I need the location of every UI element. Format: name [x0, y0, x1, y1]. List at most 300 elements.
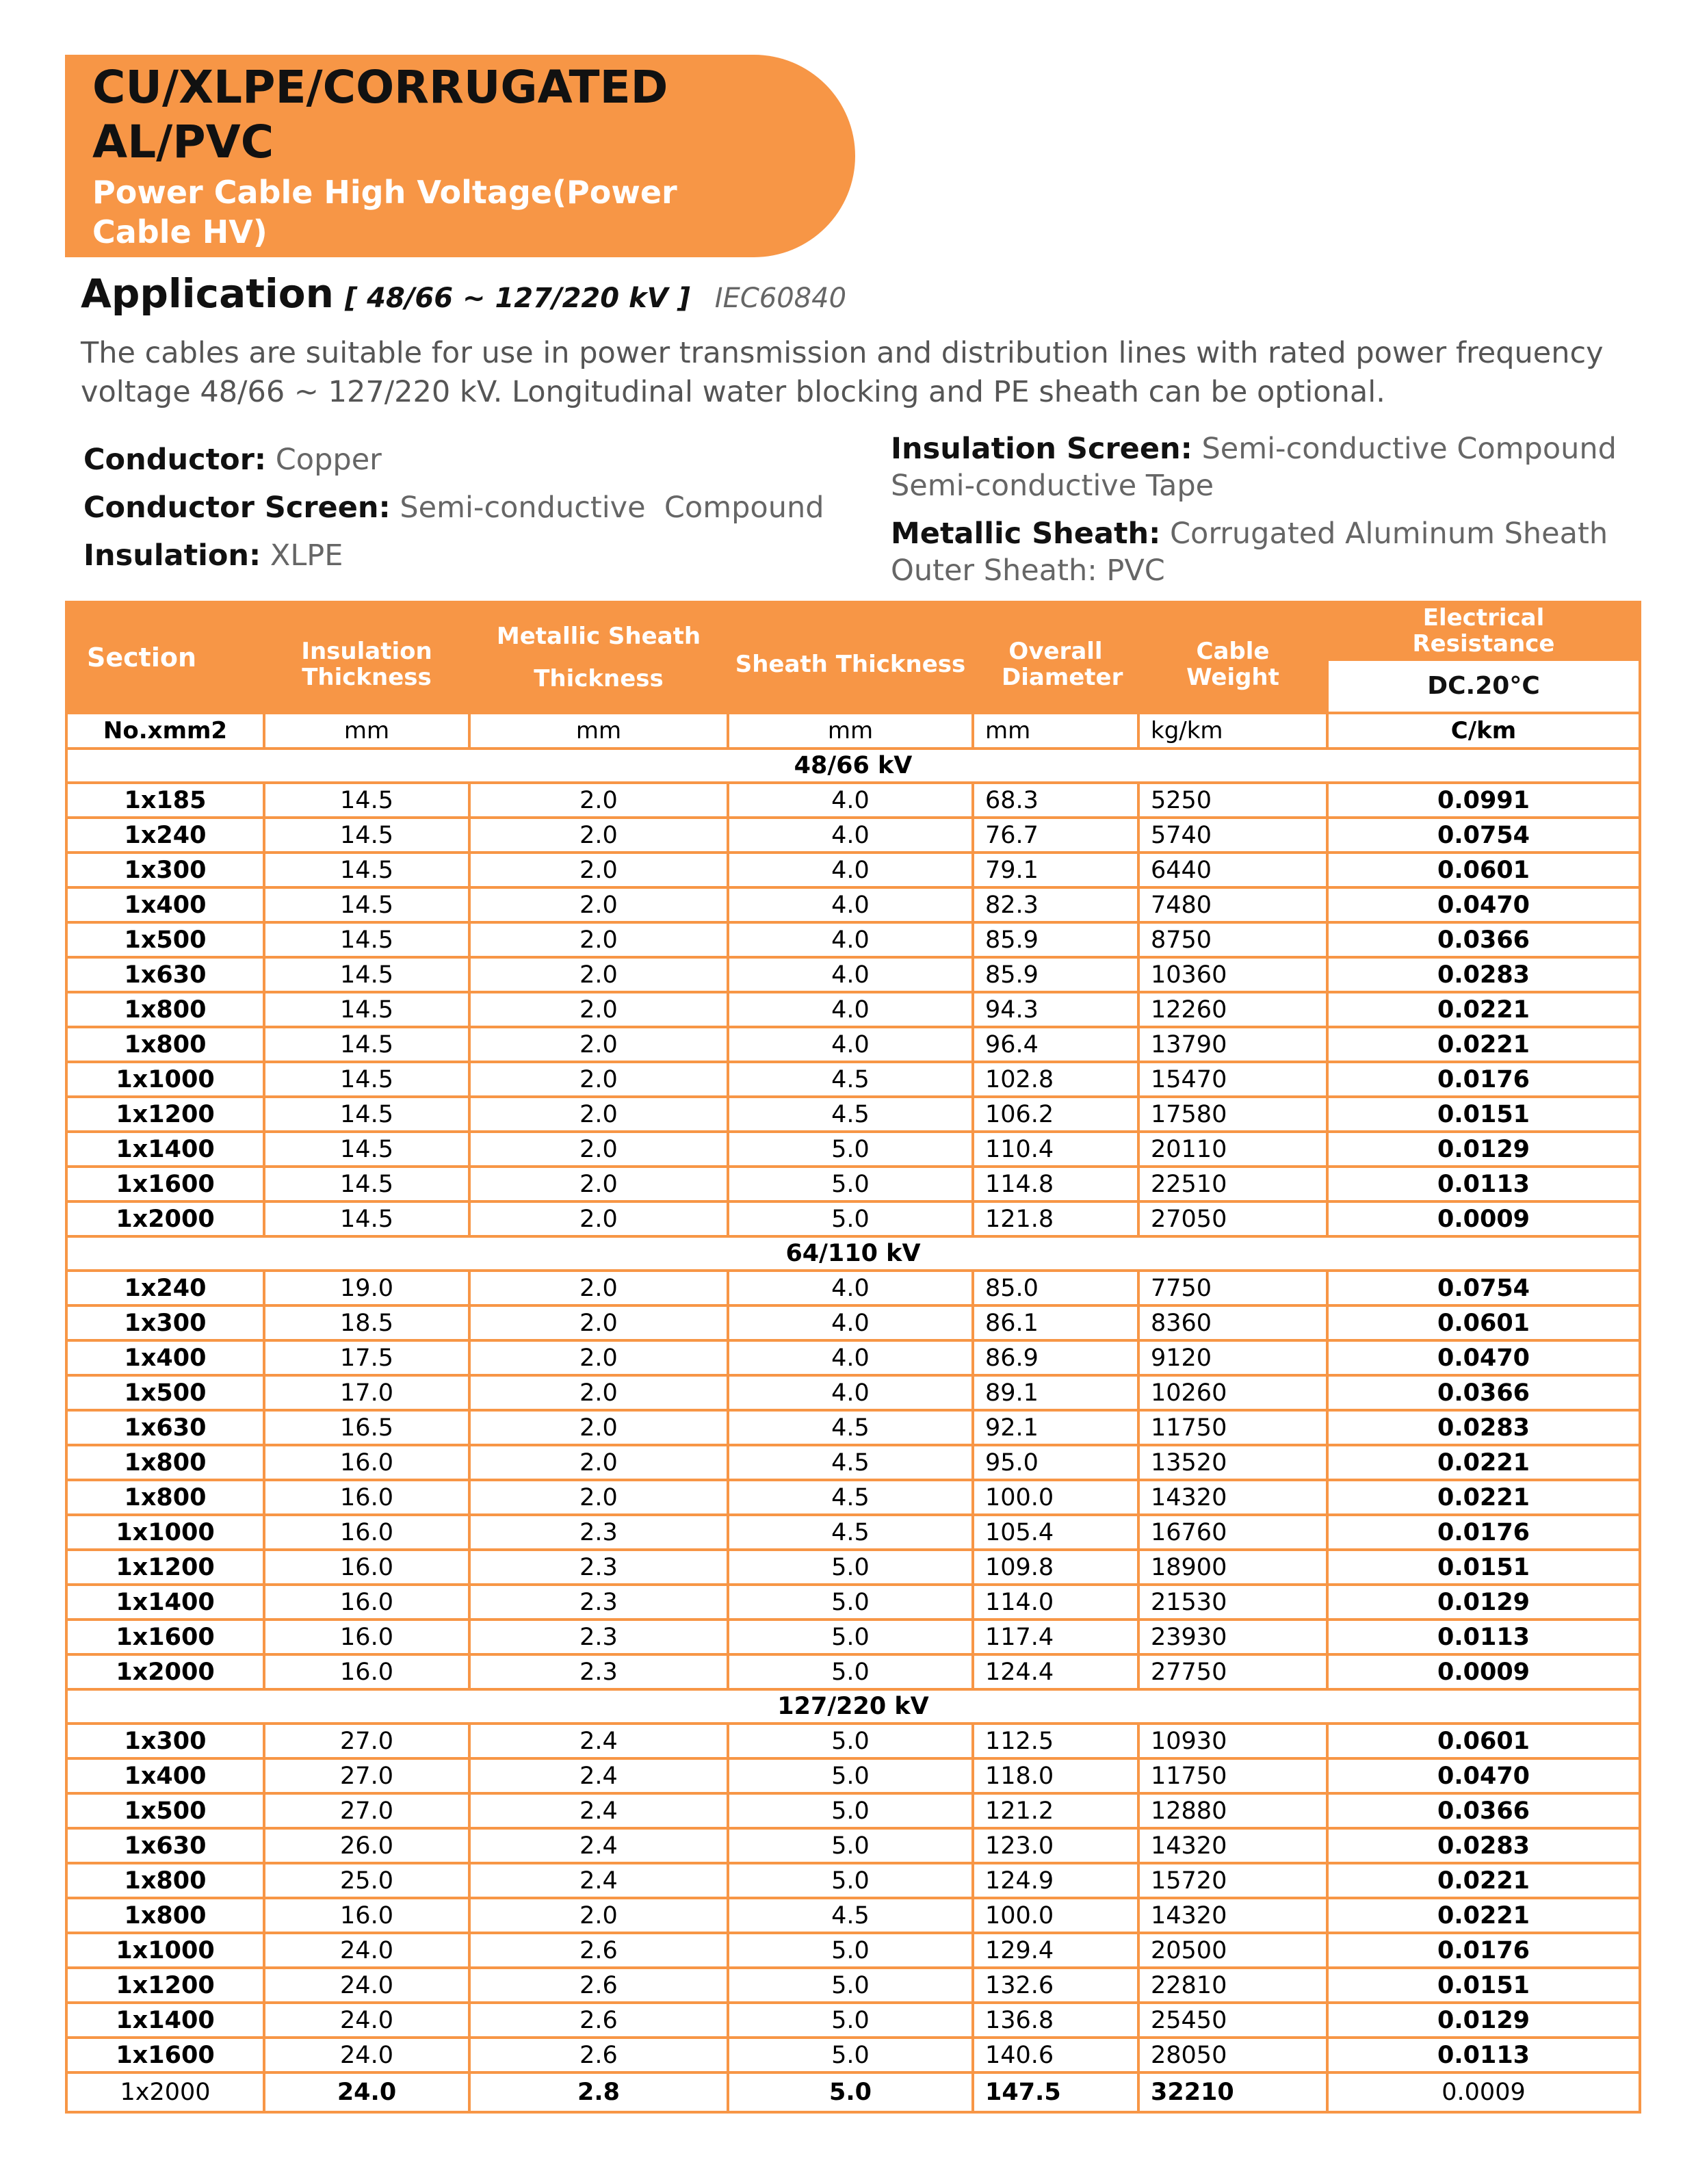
cell-section: 1x500	[66, 1793, 264, 1828]
cell-insulation-thickness: 16.0	[264, 1898, 469, 1933]
cell-section: 1x400	[66, 1340, 264, 1375]
voltage-group-row	[66, 1236, 1640, 1271]
cell-overall-diameter: 100.0	[973, 1898, 1138, 1933]
cell-section: 1x800	[66, 1898, 264, 1933]
cell-resistance: 0.0283	[1327, 1410, 1640, 1445]
cell-section: 1x1200	[66, 1550, 264, 1585]
cell-cable-weight: 16760	[1138, 1515, 1327, 1550]
cell-insulation-thickness: 14.5	[264, 992, 469, 1027]
cell-insulation-thickness: 16.0	[264, 1550, 469, 1585]
table-row	[66, 1097, 1640, 1132]
cell-metallic-sheath-thickness: 2.4	[469, 1758, 728, 1793]
cell-cable-weight: 8360	[1138, 1305, 1327, 1340]
cell-insulation-thickness: 24.0	[264, 2038, 469, 2072]
cell-section: 1x1000	[66, 1515, 264, 1550]
spec-table-wrapper	[65, 601, 1639, 2114]
cell-sheath-thickness: 5.0	[728, 1828, 973, 1863]
table-row	[66, 1933, 1640, 1968]
cell-insulation-thickness: 16.0	[264, 1480, 469, 1515]
cell-insulation-thickness: 25.0	[264, 1863, 469, 1898]
cell-section: 1x500	[66, 1375, 264, 1410]
cell-overall-diameter: 82.3	[973, 887, 1138, 922]
cell-resistance: 0.0129	[1327, 2003, 1640, 2038]
cell-insulation-thickness: 14.5	[264, 1062, 469, 1097]
cell-overall-diameter: 124.9	[973, 1863, 1138, 1898]
cell-insulation-thickness: 14.5	[264, 1097, 469, 1132]
cell-insulation-thickness: 24.0	[264, 2003, 469, 2038]
cell-section: 1x630	[66, 957, 264, 992]
cell-metallic-sheath-thickness: 2.0	[469, 1097, 728, 1132]
cell-cable-weight: 5250	[1138, 783, 1327, 818]
application-heading	[81, 270, 846, 317]
cell-overall-diameter: 96.4	[973, 1027, 1138, 1062]
cell-section: 1x1600	[66, 1167, 264, 1201]
cell-resistance: 0.0754	[1327, 1271, 1640, 1305]
cell-section: 1x185	[66, 783, 264, 818]
cell-resistance: 0.0991	[1327, 783, 1640, 818]
header-metallic-sheath-line2: Thickness	[534, 665, 664, 692]
cell-overall-diameter: 102.8	[973, 1062, 1138, 1097]
cell-overall-diameter: 68.3	[973, 783, 1138, 818]
cell-resistance: 0.0151	[1327, 1097, 1640, 1132]
cell-resistance: 0.0009	[1327, 1201, 1640, 1236]
cell-insulation-thickness: 14.5	[264, 1132, 469, 1167]
cell-overall-diameter: 118.0	[973, 1758, 1138, 1793]
cell-overall-diameter: 136.8	[973, 2003, 1138, 2038]
cell-metallic-sheath-thickness: 2.8	[469, 2072, 728, 2112]
cell-overall-diameter: 109.8	[973, 1550, 1138, 1585]
cell-section: 1x400	[66, 1758, 264, 1793]
spec-insulation-screen	[891, 430, 1617, 468]
voltage-group-label: 127/220 kV	[66, 1689, 1640, 1724]
cell-overall-diameter: 140.6	[973, 2038, 1138, 2072]
table-row	[66, 2003, 1640, 2038]
cell-insulation-thickness: 16.0	[264, 1585, 469, 1620]
spec-conductor-label: Conductor:	[83, 443, 267, 477]
unit-weight: kg/km	[1138, 713, 1327, 749]
cell-sheath-thickness: 5.0	[728, 1863, 973, 1898]
cell-cable-weight: 12880	[1138, 1793, 1327, 1828]
cell-resistance: 0.0009	[1327, 1654, 1640, 1689]
header-dc-20c: DC.20°C	[1327, 660, 1640, 713]
spec-conductor-value: Copper	[275, 443, 382, 477]
spec-conductor-screen-label: Conductor Screen:	[83, 491, 391, 525]
cell-overall-diameter: 110.4	[973, 1132, 1138, 1167]
cell-sheath-thickness: 5.0	[728, 1167, 973, 1201]
cell-overall-diameter: 95.0	[973, 1445, 1138, 1480]
header-metallic-sheath	[469, 602, 728, 713]
cell-section: 1x630	[66, 1828, 264, 1863]
cell-resistance: 0.0221	[1327, 1480, 1640, 1515]
table-row	[66, 1898, 1640, 1933]
cell-cable-weight: 22510	[1138, 1167, 1327, 1201]
cell-sheath-thickness: 5.0	[728, 1654, 973, 1689]
cell-resistance: 0.0151	[1327, 1968, 1640, 2003]
spec-outer-sheath: Outer Sheath: PVC	[891, 554, 1165, 588]
cell-insulation-thickness: 24.0	[264, 2072, 469, 2112]
cell-sheath-thickness: 4.0	[728, 1340, 973, 1375]
cell-section: 1x800	[66, 1480, 264, 1515]
cell-metallic-sheath-thickness: 2.3	[469, 1550, 728, 1585]
cell-metallic-sheath-thickness: 2.4	[469, 1724, 728, 1758]
cell-cable-weight: 27050	[1138, 1201, 1327, 1236]
cell-resistance: 0.0113	[1327, 2038, 1640, 2072]
cell-resistance: 0.0009	[1327, 2072, 1640, 2112]
cell-cable-weight: 27750	[1138, 1654, 1327, 1689]
unit-metallic: mm	[469, 713, 728, 749]
cell-metallic-sheath-thickness: 2.0	[469, 992, 728, 1027]
cell-resistance: 0.0113	[1327, 1167, 1640, 1201]
cell-resistance: 0.0366	[1327, 922, 1640, 957]
cell-cable-weight: 8750	[1138, 922, 1327, 957]
cell-overall-diameter: 132.6	[973, 1968, 1138, 2003]
table-row	[66, 992, 1640, 1027]
cell-metallic-sheath-thickness: 2.0	[469, 1480, 728, 1515]
cell-section: 1x400	[66, 887, 264, 922]
cell-sheath-thickness: 4.0	[728, 957, 973, 992]
cell-overall-diameter: 100.0	[973, 1480, 1138, 1515]
cell-insulation-thickness: 14.5	[264, 1167, 469, 1201]
cell-cable-weight: 32210	[1138, 2072, 1327, 2112]
cell-insulation-thickness: 27.0	[264, 1793, 469, 1828]
unit-resistance: C/km	[1327, 713, 1640, 749]
voltage-range: [ 48/66 ~ 127/220 kV ]	[344, 283, 690, 314]
cell-metallic-sheath-thickness: 2.0	[469, 1167, 728, 1201]
cell-sheath-thickness: 5.0	[728, 1724, 973, 1758]
cell-metallic-sheath-thickness: 2.0	[469, 1305, 728, 1340]
cell-sheath-thickness: 4.0	[728, 1271, 973, 1305]
cell-overall-diameter: 114.8	[973, 1167, 1138, 1201]
cell-overall-diameter: 86.1	[973, 1305, 1138, 1340]
cell-resistance: 0.0366	[1327, 1375, 1640, 1410]
table-row	[66, 1793, 1640, 1828]
cell-metallic-sheath-thickness: 2.3	[469, 1620, 728, 1654]
unit-insulation: mm	[264, 713, 469, 749]
cell-sheath-thickness: 4.5	[728, 1445, 973, 1480]
spec-metallic-sheath	[891, 515, 1608, 553]
cable-spec-table	[65, 601, 1641, 2114]
table-row	[66, 1968, 1640, 2003]
cell-insulation-thickness: 16.0	[264, 1654, 469, 1689]
cell-metallic-sheath-thickness: 2.3	[469, 1515, 728, 1550]
cell-section: 1x300	[66, 853, 264, 887]
table-row	[66, 1410, 1640, 1445]
cell-cable-weight: 10930	[1138, 1724, 1327, 1758]
cell-overall-diameter: 85.9	[973, 957, 1138, 992]
spec-insulation-label: Insulation:	[83, 538, 261, 573]
cell-metallic-sheath-thickness: 2.0	[469, 853, 728, 887]
cell-overall-diameter: 94.3	[973, 992, 1138, 1027]
cell-resistance: 0.0283	[1327, 957, 1640, 992]
cell-section: 1x2000	[66, 1201, 264, 1236]
table-row	[66, 1445, 1640, 1480]
cell-cable-weight: 7480	[1138, 887, 1327, 922]
page-subtitle: Power Cable High Voltage(Power Cable HV)	[92, 174, 677, 250]
spec-insulation-value: XLPE	[270, 538, 343, 573]
cell-cable-weight: 15470	[1138, 1062, 1327, 1097]
cell-section: 1x1600	[66, 2038, 264, 2072]
spec-conductor	[83, 441, 382, 479]
cell-insulation-thickness: 24.0	[264, 1933, 469, 1968]
unit-section: No.xmm2	[66, 713, 264, 749]
spec-conductor-screen	[83, 489, 824, 527]
cell-metallic-sheath-thickness: 2.0	[469, 1445, 728, 1480]
cell-resistance: 0.0176	[1327, 1062, 1640, 1097]
cell-cable-weight: 11750	[1138, 1758, 1327, 1793]
cell-section: 1x1400	[66, 2003, 264, 2038]
cell-cable-weight: 15720	[1138, 1863, 1327, 1898]
cell-resistance: 0.0366	[1327, 1793, 1640, 1828]
table-row	[66, 1201, 1640, 1236]
cell-overall-diameter: 124.4	[973, 1654, 1138, 1689]
cell-section: 1x1000	[66, 1062, 264, 1097]
cell-section: 1x630	[66, 1410, 264, 1445]
cell-overall-diameter: 85.9	[973, 922, 1138, 957]
cell-cable-weight: 25450	[1138, 2003, 1327, 2038]
cell-section: 1x800	[66, 1445, 264, 1480]
cell-sheath-thickness: 5.0	[728, 2072, 973, 2112]
cell-metallic-sheath-thickness: 2.0	[469, 1201, 728, 1236]
cell-resistance: 0.0601	[1327, 1724, 1640, 1758]
cell-insulation-thickness: 16.0	[264, 1515, 469, 1550]
cell-insulation-thickness: 18.5	[264, 1305, 469, 1340]
cell-sheath-thickness: 4.5	[728, 1410, 973, 1445]
cell-metallic-sheath-thickness: 2.0	[469, 1132, 728, 1167]
cell-section: 1x800	[66, 1027, 264, 1062]
cell-insulation-thickness: 14.5	[264, 1027, 469, 1062]
cell-section: 1x1000	[66, 1933, 264, 1968]
header-section: Section	[66, 602, 264, 713]
cell-insulation-thickness: 24.0	[264, 1968, 469, 2003]
table-row	[66, 1620, 1640, 1654]
cell-overall-diameter: 147.5	[973, 2072, 1138, 2112]
cell-resistance: 0.0176	[1327, 1515, 1640, 1550]
cell-overall-diameter: 105.4	[973, 1515, 1138, 1550]
cell-sheath-thickness: 4.5	[728, 1898, 973, 1933]
cell-overall-diameter: 129.4	[973, 1933, 1138, 1968]
cell-metallic-sheath-thickness: 2.0	[469, 887, 728, 922]
cell-insulation-thickness: 16.5	[264, 1410, 469, 1445]
table-row	[66, 1550, 1640, 1585]
cell-cable-weight: 13790	[1138, 1027, 1327, 1062]
table-row	[66, 1758, 1640, 1793]
cell-resistance: 0.0129	[1327, 1132, 1640, 1167]
cell-cable-weight: 9120	[1138, 1340, 1327, 1375]
voltage-group-label: 64/110 kV	[66, 1236, 1640, 1271]
cell-section: 1x240	[66, 1271, 264, 1305]
cell-cable-weight: 22810	[1138, 1968, 1327, 2003]
cell-resistance: 0.0221	[1327, 1445, 1640, 1480]
cell-metallic-sheath-thickness: 2.6	[469, 1968, 728, 2003]
table-row	[66, 1480, 1640, 1515]
table-row	[66, 1271, 1640, 1305]
cell-overall-diameter: 76.7	[973, 818, 1138, 853]
cell-insulation-thickness: 14.5	[264, 922, 469, 957]
cell-section: 1x1600	[66, 1620, 264, 1654]
cell-sheath-thickness: 5.0	[728, 1620, 973, 1654]
table-row	[66, 2038, 1640, 2072]
cell-section: 1x500	[66, 922, 264, 957]
header-sheath-thickness: Sheath Thickness	[728, 602, 973, 713]
cell-metallic-sheath-thickness: 2.4	[469, 1828, 728, 1863]
table-row	[66, 1724, 1640, 1758]
cell-metallic-sheath-thickness: 2.6	[469, 2003, 728, 2038]
cell-sheath-thickness: 5.0	[728, 2003, 973, 2038]
cell-cable-weight: 6440	[1138, 853, 1327, 887]
cell-cable-weight: 14320	[1138, 1480, 1327, 1515]
spec-insulation-screen-tape: Semi-conductive Tape	[891, 469, 1214, 503]
cell-section: 1x800	[66, 992, 264, 1027]
cell-section: 1x1400	[66, 1132, 264, 1167]
table-row	[66, 1654, 1640, 1689]
cell-insulation-thickness: 17.0	[264, 1375, 469, 1410]
table-row	[66, 1027, 1640, 1062]
cell-metallic-sheath-thickness: 2.0	[469, 818, 728, 853]
cell-resistance: 0.0221	[1327, 992, 1640, 1027]
application-description: The cables are suitable for use in power transmission and distribution lines with rated power frequency voltage 48/66 ~ 127/220 kV. Longitudinal water blocking and PE sheath can be optional.	[81, 336, 1604, 409]
table-row	[66, 1515, 1640, 1550]
table-row	[66, 783, 1640, 818]
cell-overall-diameter: 79.1	[973, 853, 1138, 887]
cell-sheath-thickness: 5.0	[728, 1758, 973, 1793]
cell-sheath-thickness: 4.5	[728, 1097, 973, 1132]
cell-overall-diameter: 86.9	[973, 1340, 1138, 1375]
table-row	[66, 1375, 1640, 1410]
cell-insulation-thickness: 14.5	[264, 957, 469, 992]
cell-resistance: 0.0113	[1327, 1620, 1640, 1654]
cell-overall-diameter: 121.8	[973, 1201, 1138, 1236]
cell-sheath-thickness: 4.0	[728, 887, 973, 922]
cell-metallic-sheath-thickness: 2.0	[469, 957, 728, 992]
cell-cable-weight: 10360	[1138, 957, 1327, 992]
cell-cable-weight: 10260	[1138, 1375, 1327, 1410]
unit-sheath: mm	[728, 713, 973, 749]
cell-sheath-thickness: 5.0	[728, 1968, 973, 2003]
cell-metallic-sheath-thickness: 2.0	[469, 1375, 728, 1410]
cell-sheath-thickness: 5.0	[728, 1585, 973, 1620]
cell-metallic-sheath-thickness: 2.4	[469, 1863, 728, 1898]
cell-section: 1x1200	[66, 1968, 264, 2003]
cell-metallic-sheath-thickness: 2.0	[469, 1410, 728, 1445]
cell-sheath-thickness: 4.0	[728, 853, 973, 887]
cell-cable-weight: 21530	[1138, 1585, 1327, 1620]
spec-insulation-screen-label: Insulation Screen:	[891, 432, 1192, 466]
cell-section: 1x2000	[66, 1654, 264, 1689]
cell-resistance: 0.0176	[1327, 1933, 1640, 1968]
cell-cable-weight: 14320	[1138, 1828, 1327, 1863]
table-row	[66, 1340, 1640, 1375]
header-insulation-thickness: Insulation Thickness	[264, 602, 469, 713]
cell-cable-weight: 28050	[1138, 2038, 1327, 2072]
table-row	[66, 1132, 1640, 1167]
cell-cable-weight: 12260	[1138, 992, 1327, 1027]
spec-metallic-sheath-label: Metallic Sheath:	[891, 517, 1161, 551]
header-electrical-resistance: Electrical Resistance	[1327, 602, 1640, 660]
cell-metallic-sheath-thickness: 2.0	[469, 1340, 728, 1375]
cell-metallic-sheath-thickness: 2.0	[469, 1271, 728, 1305]
cell-resistance: 0.0221	[1327, 1898, 1640, 1933]
cell-sheath-thickness: 5.0	[728, 1933, 973, 1968]
table-row	[66, 1585, 1640, 1620]
cell-resistance: 0.0470	[1327, 1758, 1640, 1793]
cell-insulation-thickness: 16.0	[264, 1445, 469, 1480]
spec-conductor-screen-value: Semi-conductive Compound	[400, 491, 824, 525]
cell-metallic-sheath-thickness: 2.6	[469, 2038, 728, 2072]
cell-sheath-thickness: 4.0	[728, 922, 973, 957]
table-row	[66, 887, 1640, 922]
cell-overall-diameter: 123.0	[973, 1828, 1138, 1863]
cell-resistance: 0.0221	[1327, 1027, 1640, 1062]
table-row	[66, 1167, 1640, 1201]
cell-metallic-sheath-thickness: 2.0	[469, 922, 728, 957]
cell-insulation-thickness: 14.5	[264, 853, 469, 887]
cell-metallic-sheath-thickness: 2.6	[469, 1933, 728, 1968]
cell-sheath-thickness: 5.0	[728, 1793, 973, 1828]
spec-metallic-sheath-value: Corrugated Aluminum Sheath	[1170, 517, 1608, 551]
cell-insulation-thickness: 26.0	[264, 1828, 469, 1863]
cell-overall-diameter: 85.0	[973, 1271, 1138, 1305]
cell-cable-weight: 23930	[1138, 1620, 1327, 1654]
cell-overall-diameter: 112.5	[973, 1724, 1138, 1758]
standard-label: IEC60840	[714, 283, 847, 314]
cell-insulation-thickness: 16.0	[264, 1620, 469, 1654]
units-row	[66, 713, 1640, 749]
header-overall-diameter: Overall Diameter	[973, 602, 1138, 713]
cell-overall-diameter: 106.2	[973, 1097, 1138, 1132]
cell-metallic-sheath-thickness: 2.0	[469, 783, 728, 818]
table-row	[66, 922, 1640, 957]
unit-diameter: mm	[973, 713, 1138, 749]
table-row	[66, 1305, 1640, 1340]
voltage-group-row	[66, 749, 1640, 783]
cell-insulation-thickness: 14.5	[264, 887, 469, 922]
table-row	[66, 1863, 1640, 1898]
cell-resistance: 0.0601	[1327, 853, 1640, 887]
header-cable-weight: Cable Weight	[1138, 602, 1327, 713]
cell-cable-weight: 20110	[1138, 1132, 1327, 1167]
cell-metallic-sheath-thickness: 2.0	[469, 1062, 728, 1097]
cell-metallic-sheath-thickness: 2.3	[469, 1654, 728, 1689]
cell-metallic-sheath-thickness: 2.4	[469, 1793, 728, 1828]
cell-sheath-thickness: 4.5	[728, 1515, 973, 1550]
cell-insulation-thickness: 14.5	[264, 1201, 469, 1236]
cell-resistance: 0.0754	[1327, 818, 1640, 853]
cell-overall-diameter: 92.1	[973, 1410, 1138, 1445]
table-row	[66, 1062, 1640, 1097]
application-label: Application	[81, 270, 334, 317]
cell-sheath-thickness: 5.0	[728, 2038, 973, 2072]
cell-section: 1x240	[66, 818, 264, 853]
cell-sheath-thickness: 5.0	[728, 1201, 973, 1236]
cell-cable-weight: 17580	[1138, 1097, 1327, 1132]
spec-insulation	[83, 536, 343, 575]
cell-sheath-thickness: 4.0	[728, 1305, 973, 1340]
cell-cable-weight: 20500	[1138, 1933, 1327, 1968]
table-row	[66, 957, 1640, 992]
table-row	[66, 853, 1640, 887]
table-row	[66, 1828, 1640, 1863]
cell-metallic-sheath-thickness: 2.0	[469, 1027, 728, 1062]
cell-sheath-thickness: 4.5	[728, 1062, 973, 1097]
cell-cable-weight: 11750	[1138, 1410, 1327, 1445]
cell-section: 1x1200	[66, 1097, 264, 1132]
cell-sheath-thickness: 5.0	[728, 1132, 973, 1167]
cell-sheath-thickness: 4.5	[728, 1480, 973, 1515]
cell-sheath-thickness: 4.0	[728, 818, 973, 853]
cell-overall-diameter: 117.4	[973, 1620, 1138, 1654]
cell-metallic-sheath-thickness: 2.3	[469, 1585, 728, 1620]
cell-resistance: 0.0470	[1327, 887, 1640, 922]
